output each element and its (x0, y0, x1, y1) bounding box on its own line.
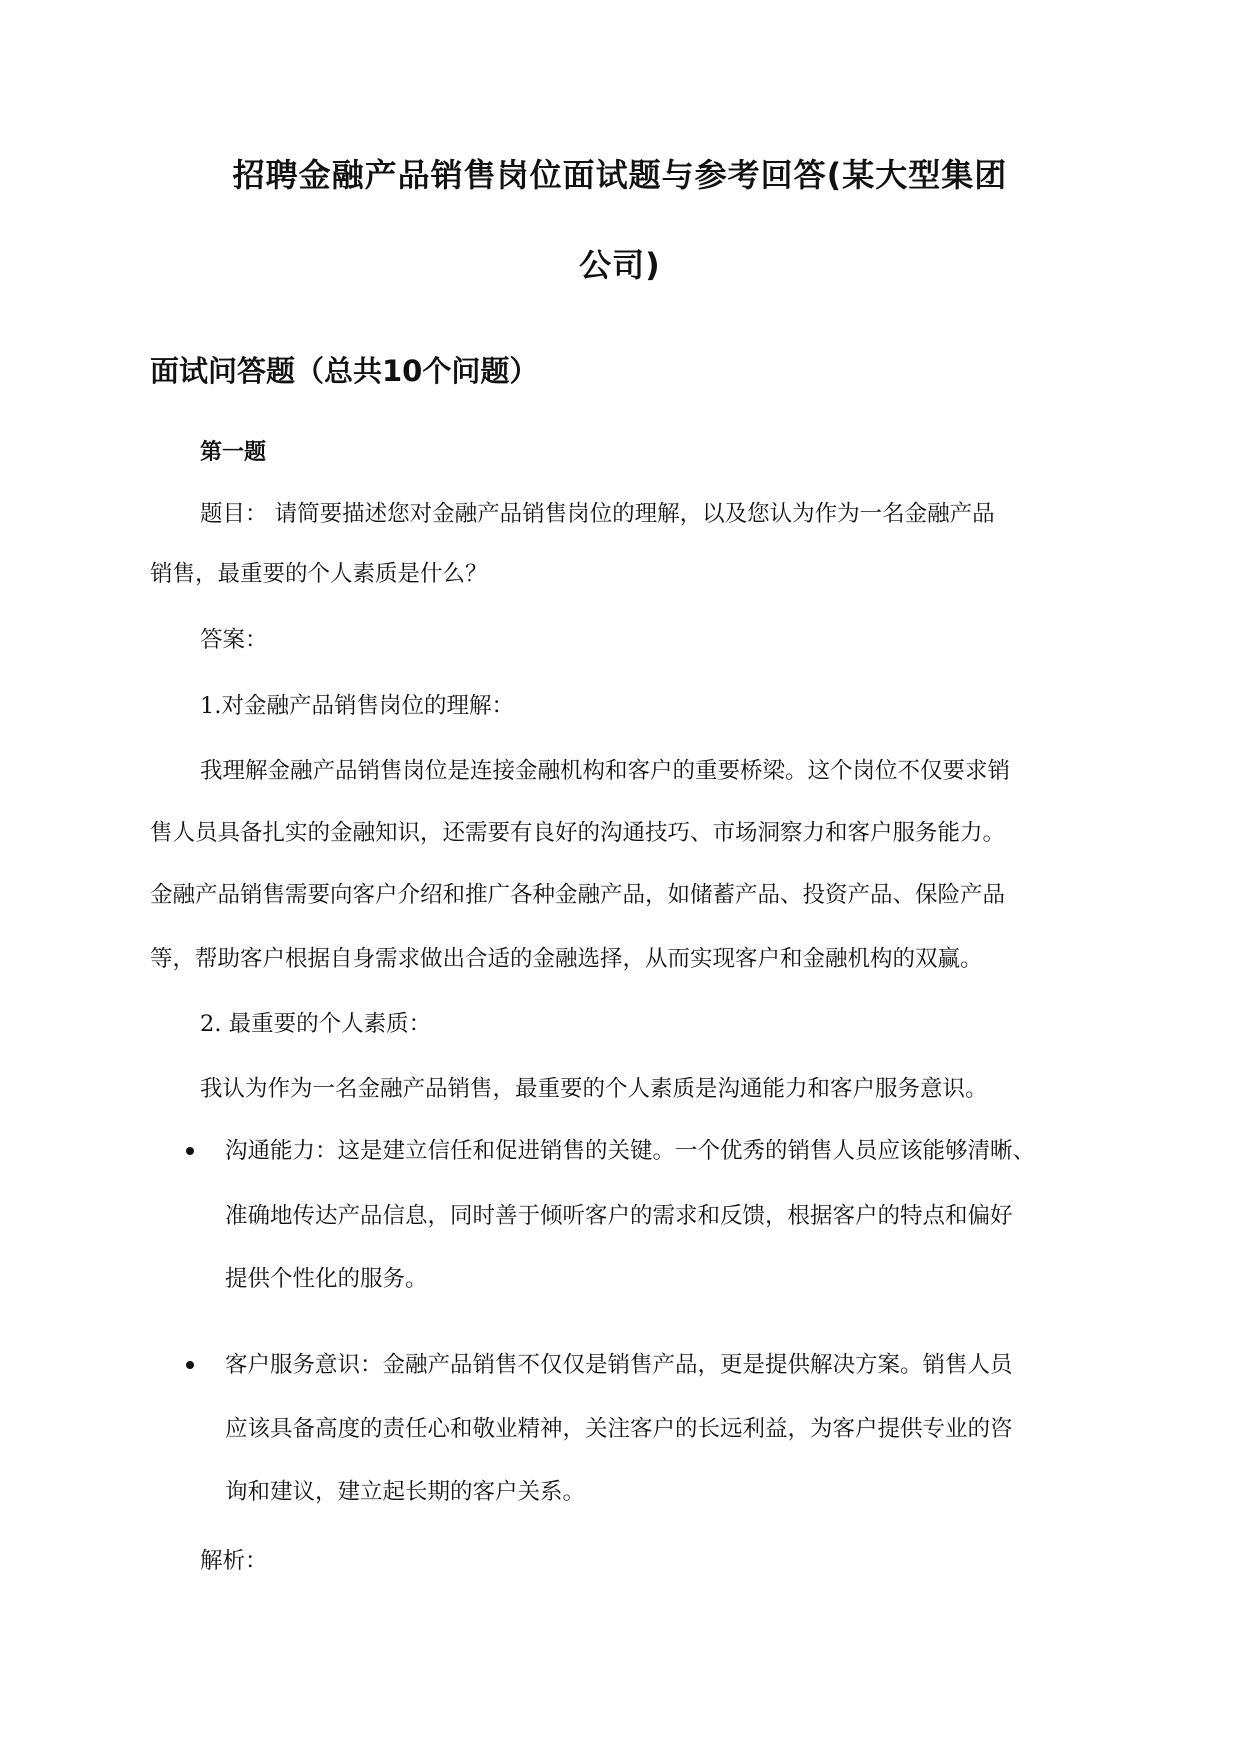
point-2-heading: 2. 最重要的个人素质： (200, 1011, 432, 1037)
point-1-paragraph-line-3: 金融产品销售需要向客户介绍和推广各种金融产品，如储蓄产品、投资产品、保险产品 (150, 882, 1006, 908)
section-heading: 面试问答题（总共10个问题） (150, 354, 539, 388)
point-1-heading: 1.对金融产品销售岗位的理解： (200, 693, 514, 719)
document-title-line-1: 招聘金融产品销售岗位面试题与参考回答(某大型集团 (232, 156, 1008, 194)
point-1-paragraph-line-4: 等，帮助客户根据自身需求做出合适的金融选择，从而实现客户和金融机构的双赢。 (150, 946, 983, 972)
bullet-1-line-1: 沟通能力：这是建立信任和促进销售的关键。一个优秀的销售人员应该能够清晰、 (225, 1138, 1036, 1164)
bullet-1-line-3: 提供个性化的服务。 (225, 1266, 428, 1292)
question-prompt-line-1: 题目： 请简要描述您对金融产品销售岗位的理解，以及您认为作为一名金融产品 (200, 501, 995, 527)
bullet-dot-icon (186, 1147, 194, 1155)
bullet-2-line-2: 应该具备高度的责任心和敬业精神，关注客户的长远利益，为客户提供专业的咨 (225, 1416, 1013, 1442)
analysis-label: 解析： (200, 1548, 268, 1574)
bullet-1-line-2: 准确地传达产品信息，同时善于倾听客户的需求和反馈，根据客户的特点和偏好 (225, 1203, 1013, 1229)
point-1-paragraph-line-1: 我理解金融产品销售岗位是连接金融机构和客户的重要桥梁。这个岗位不仅要求销 (200, 758, 1011, 784)
bullet-2-line-3: 询和建议，建立起长期的客户关系。 (225, 1479, 586, 1505)
point-2-intro: 我认为作为一名金融产品销售，最重要的个人素质是沟通能力和客户服务意识。 (200, 1076, 988, 1102)
question-prompt-line-2: 销售，最重要的个人素质是什么？ (150, 561, 488, 587)
point-1-paragraph-line-2: 售人员具备扎实的金融知识，还需要有良好的沟通技巧、市场洞察力和客户服务能力。 (150, 820, 1006, 846)
bullet-2-line-1: 客户服务意识：金融产品销售不仅仅是销售产品，更是提供解决方案。销售人员 (225, 1352, 1013, 1378)
question-heading: 第一题 (200, 440, 267, 465)
answer-label: 答案： (200, 627, 268, 653)
document-title-line-2: 公司) (579, 246, 661, 284)
bullet-dot-icon (186, 1361, 194, 1369)
